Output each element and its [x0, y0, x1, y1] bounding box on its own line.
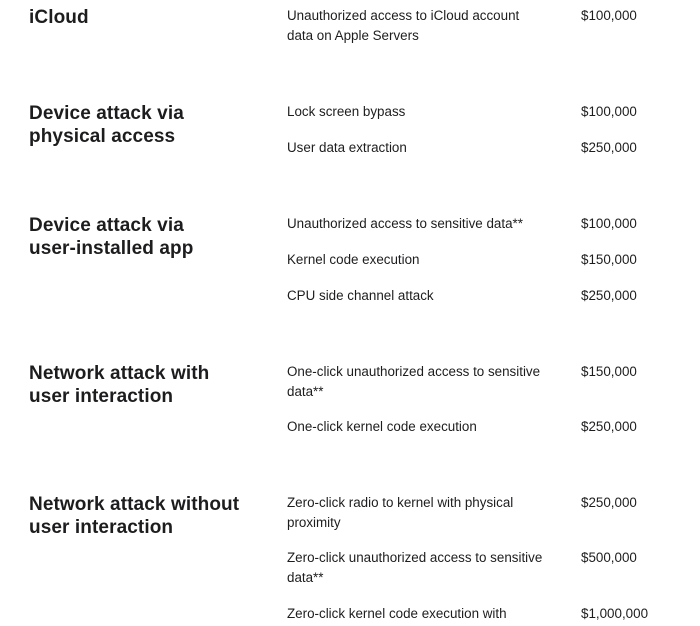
bounty-description: One-click unauthorized access to sensitive data**: [287, 364, 541, 399]
bounty-amount: $150,000: [581, 364, 637, 379]
bounty-description: Zero-click unauthorized access to sensitive data**: [287, 550, 543, 585]
category-heading: iCloud: [29, 7, 89, 28]
bounty-description: CPU side channel attack: [287, 288, 434, 303]
bounty-description: User data extraction: [287, 140, 407, 155]
category-heading: Device attack via user-installed app: [29, 215, 194, 259]
category-heading: Network attack with user interaction: [29, 363, 210, 407]
bounty-description: Lock screen bypass: [287, 104, 406, 119]
bounty-description: Unauthorized access to sensitive data**: [287, 216, 523, 231]
bounty-amount: $250,000: [581, 495, 637, 510]
bounty-amount: $250,000: [581, 419, 637, 434]
bounty-amount: $100,000: [581, 8, 637, 23]
category-heading: Network attack without user interaction: [29, 494, 240, 538]
bounty-description: One-click kernel code execution: [287, 419, 477, 434]
bounty-description: Zero-click radio to kernel with physical proximity: [287, 495, 514, 530]
bounty-amount: $500,000: [581, 550, 637, 565]
bounty-amount: $250,000: [581, 288, 637, 303]
bounty-description: Zero-click kernel code execution with: [287, 606, 507, 621]
bounty-amount: $150,000: [581, 252, 637, 267]
category-heading: Device attack via physical access: [29, 103, 184, 147]
bounty-description: Unauthorized access to iCloud account data on Apple Servers: [287, 8, 520, 43]
bounty-amount: $1,000,000: [581, 606, 649, 621]
bounty-amount: $100,000: [581, 216, 637, 231]
bounty-amount: $100,000: [581, 104, 637, 119]
bounty-amount: $250,000: [581, 140, 637, 155]
bounty-description: Kernel code execution: [287, 252, 420, 267]
